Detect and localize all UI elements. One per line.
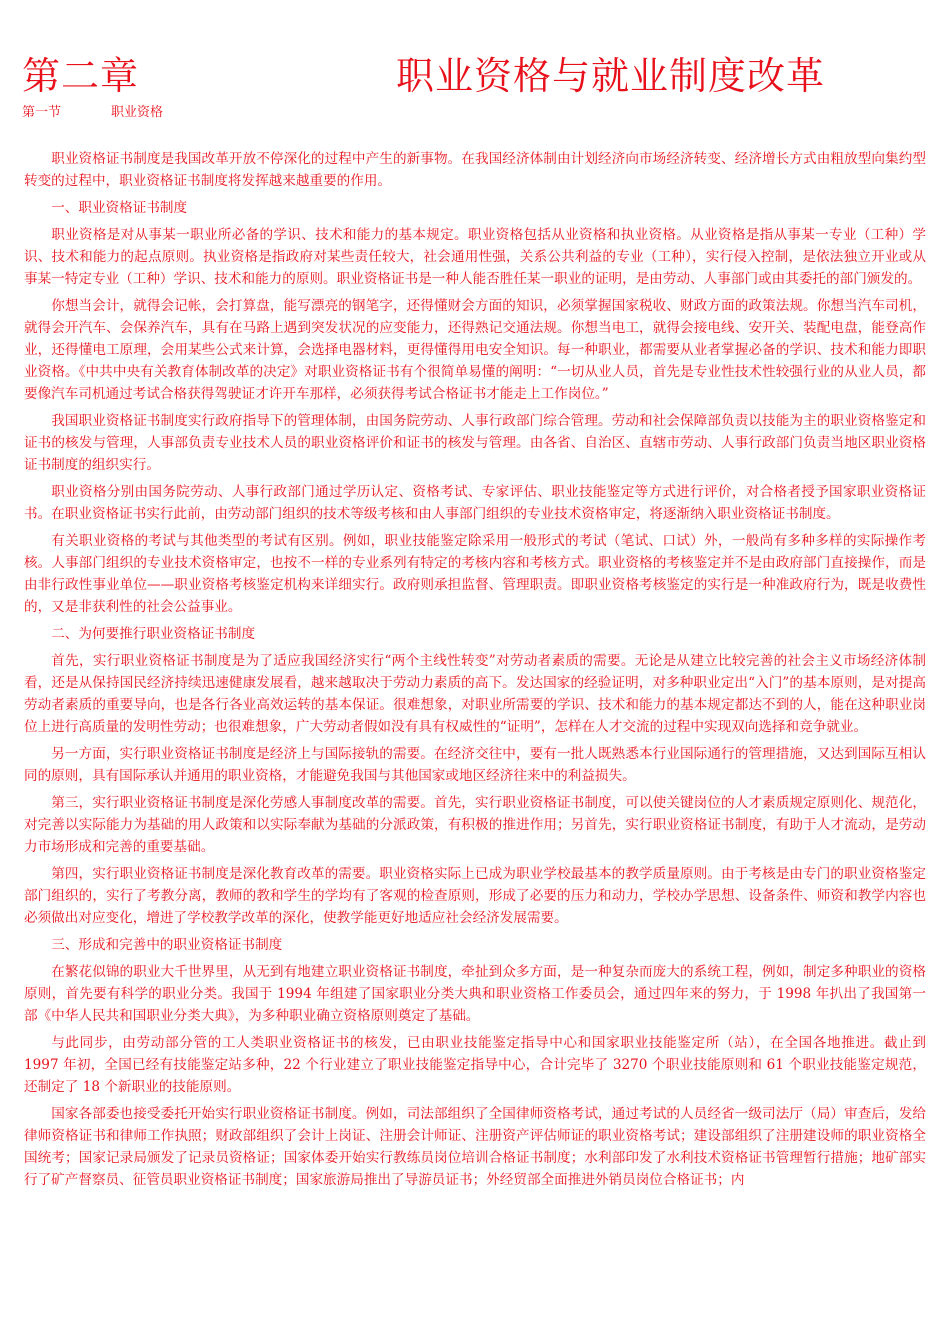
paragraph: 另一方面，实行职业资格证书制度是经济上与国际接轨的需要。在经济交往中，要有一批人既熟悉本行业国际通行的管理措施，又达到国际互相认同的原则，具有国际承认并通用的职业资格，才能避免我国与其他国家或地区经济往来中的利益损失。 xyxy=(24,746,926,784)
chapter-number: 第二章 xyxy=(22,54,140,98)
section-number: 第一节 xyxy=(22,105,62,120)
body-text xyxy=(24,148,926,1196)
subsection-heading: 二、为何要推行职业资格证书制度 xyxy=(51,626,256,642)
paragraph: 第四，实行职业资格证书制度是深化教育改革的需要。职业资格实际上已成为职业学校最基本的教学质量原则。由于考核是由专门的职业资格鉴定部门组织的，实行了考教分离，教师的教和学生的学均有了客观的检查原则，形成了必要的压力和动力，学校办学思想、设备条件、师资和教学内容也必须做出对应变化，增进了学校教学改革的深化，使教学能更好地适应社会经济发展需要。 xyxy=(24,866,926,926)
subsection-heading: 一、职业资格证书制度 xyxy=(51,200,188,216)
paragraph: 职业资格是对从事某一职业所必备的学识、技术和能力的基本规定。职业资格包括从业资格和执业资格。从业资格是指从事某一专业（工种）学识、技术和能力的起点原则。执业资格是指政府对某些责任较大，社会通用性强，关系公共利益的专业（工种），实行侵入控制，是依法独立开业或从事某一特定专业（工种）学识、技术和能力的原则。职业资格证书是一种人能否胜任某一职业的证明，是由劳动、人事部门或由其委托的部门颁发的。 xyxy=(24,227,926,287)
paragraph: 第三，实行职业资格证书制度是深化劳感人事制度改革的需要。首先，实行职业资格证书制度，可以使关键岗位的人才素质规定原则化、规范化，对完善以实际能力为基础的用人政策和以实际奉献为基础的分派政策，有积极的推进作用；另首先，实行职业资格证书制度，有助于人才流动，是劳动力市场形成和完善的重要基础。 xyxy=(24,795,926,855)
section-title: 职业资格 xyxy=(111,105,164,120)
paragraph: 我国职业资格证书制度实行政府指导下的管理体制，由国务院劳动、人事行政部门综合管理。劳动和社会保障部负责以技能为主的职业资格鉴定和证书的核发与管理，人事部负责专业技术人员的职业资格评价和证书的核发与管理。由各省、自治区、直辖市劳动、人事行政部门负责当地区职业资格证书制度的组织实行。 xyxy=(24,413,926,473)
chapter-title: 职业资格与就业制度改革 xyxy=(396,54,826,98)
paragraph: 国家各部委也接受委托开始实行职业资格证书制度。例如，司法部组织了全国律师资格考试，通过考试的人员经省一级司法厅（局）审查后，发给律师资格证书和律师工作执照；财政部组织了会计上岗证、注册会计师证、注册资产评估师证的职业资格考试；建设部组织了注册建设师的职业资格全国统考；国家记录局颁发了记录员资格证；国家体委开始实行教练员岗位培训合格证书制度；水利部印发了水利技术资格证书管理暂行措施；地矿部实行了矿产督察员、征管员职业资格证书制度；国家旅游局推出了导游员证书；外经贸部全面推进外销员岗位合格证书；内 xyxy=(24,1106,926,1188)
paragraph: 你想当会计，就得会记帐，会打算盘，能写漂亮的钢笔字，还得懂财会方面的知识，必须掌握国家税收、财政方面的政策法规。你想当汽车司机，就得会开汽车、会保养汽车，具有在马路上遇到突发状况的应变能力，还得熟记交通法规。你想当电工，就得会接电线、安开关、装配电盘，能登高作业，还得懂电工原理，会用某些公式来计算，会选择电器材料，更得懂得用电安全知识。每一种职业，都需要从业者掌握必备的学识、技术和能力即职业资格。《中共中央有关教育体制改革的决定》对职业资格证书有个很简单易懂的阐明：“一切从业人员，首先是专业性技术性较强行业的从业人员，都要像汽车司机通过考试合格获得驾驶证才许开车那样，必须获得考试合格证书才能走上工作岗位。” xyxy=(24,298,926,402)
paragraph: 在繁花似锦的职业大千世界里，从无到有地建立职业资格证书制度，牵扯到众多方面，是一种复杂而庞大的系统工程，例如，制定多种职业的资格原则，首先要有科学的职业分类。我国于 1994 年组建了国家职业分类大典和职业资格工作委员会，通过四年来的努力，于 1998 年扒出了我国第一部《中华人民共和国职业分类大典》，为多种职业确立资格原则奠定了基础。 xyxy=(24,964,926,1024)
paragraph: 首先，实行职业资格证书制度是为了适应我国经济实行“两个主线性转变”对劳动者素质的需要。无论是从建立比较完善的社会主义市场经济体制看，还是从保持国民经济持续迅速健康发展看，越来越取决于劳动力素质的高下。发达国家的经验证明，对多种职业定出“入门”的基本原则，是对提高劳动者素质的重要导向，也是各行各业高效运转的基本保证。很难想象，对职业所需要的学识、技术和能力的基本规定都达不到的人，能在这种职业岗位上进行高质量的发明性劳动；也很难想象，广大劳动者假如没有具有权威性的“证明”，怎样在人才交流的过程中实现双向选择和竞争就业。 xyxy=(24,653,926,735)
paragraph: 职业资格分别由国务院劳动、人事行政部门通过学历认定、资格考试、专家评估、职业技能鉴定等方式进行评价，对合格者授予国家职业资格证书。在职业资格证书实行此前，由劳动部门组织的技术等级考核和由人事部门组织的专业技术资格审定，将逐渐纳入职业资格证书制度。 xyxy=(24,484,926,522)
subsection-heading: 三、形成和完善中的职业资格证书制度 xyxy=(51,937,283,953)
paragraph: 职业资格证书制度是我国改革开放不停深化的过程中产生的新事物。在我国经济体制由计划经济向市场经济转变、经济增长方式由粗放型向集约型转变的过程中，职业资格证书制度将发挥越来越重要的作用。 xyxy=(24,151,926,189)
section-heading xyxy=(22,104,163,122)
paragraph: 有关职业资格的考试与其他类型的考试有区别。例如，职业技能鉴定除采用一般形式的考试（笔试、口试）外，一般尚有多种多样的实际操作考核。人事部门组织的专业技术资格审定，也按不一样的专业系列有特定的考核内容和考核方式。职业资格的考核鉴定并不是由政府部门直接操作，而是由非行政性事业单位——职业资格考核鉴定机构来详细实行。政府则承担监督、管理职责。即职业资格考核鉴定的实行是一种准政府行为，既是收费性的，又是非获利性的社会公益事业。 xyxy=(24,533,926,615)
paragraph: 与此同步，由劳动部分管的工人类职业资格证书的核发，已由职业技能鉴定指导中心和国家职业技能鉴定所（站），在全国各地推进。截止到 1997 年初，全国已经有技能鉴定站多种，22 个行业建立了职业技能鉴定指导中心，合计完毕了 3270 个职业技能原则和 61 个职业技能鉴定规范，还制定了 18 个新职业的技能原则。 xyxy=(24,1035,926,1095)
chapter-header xyxy=(22,52,922,108)
